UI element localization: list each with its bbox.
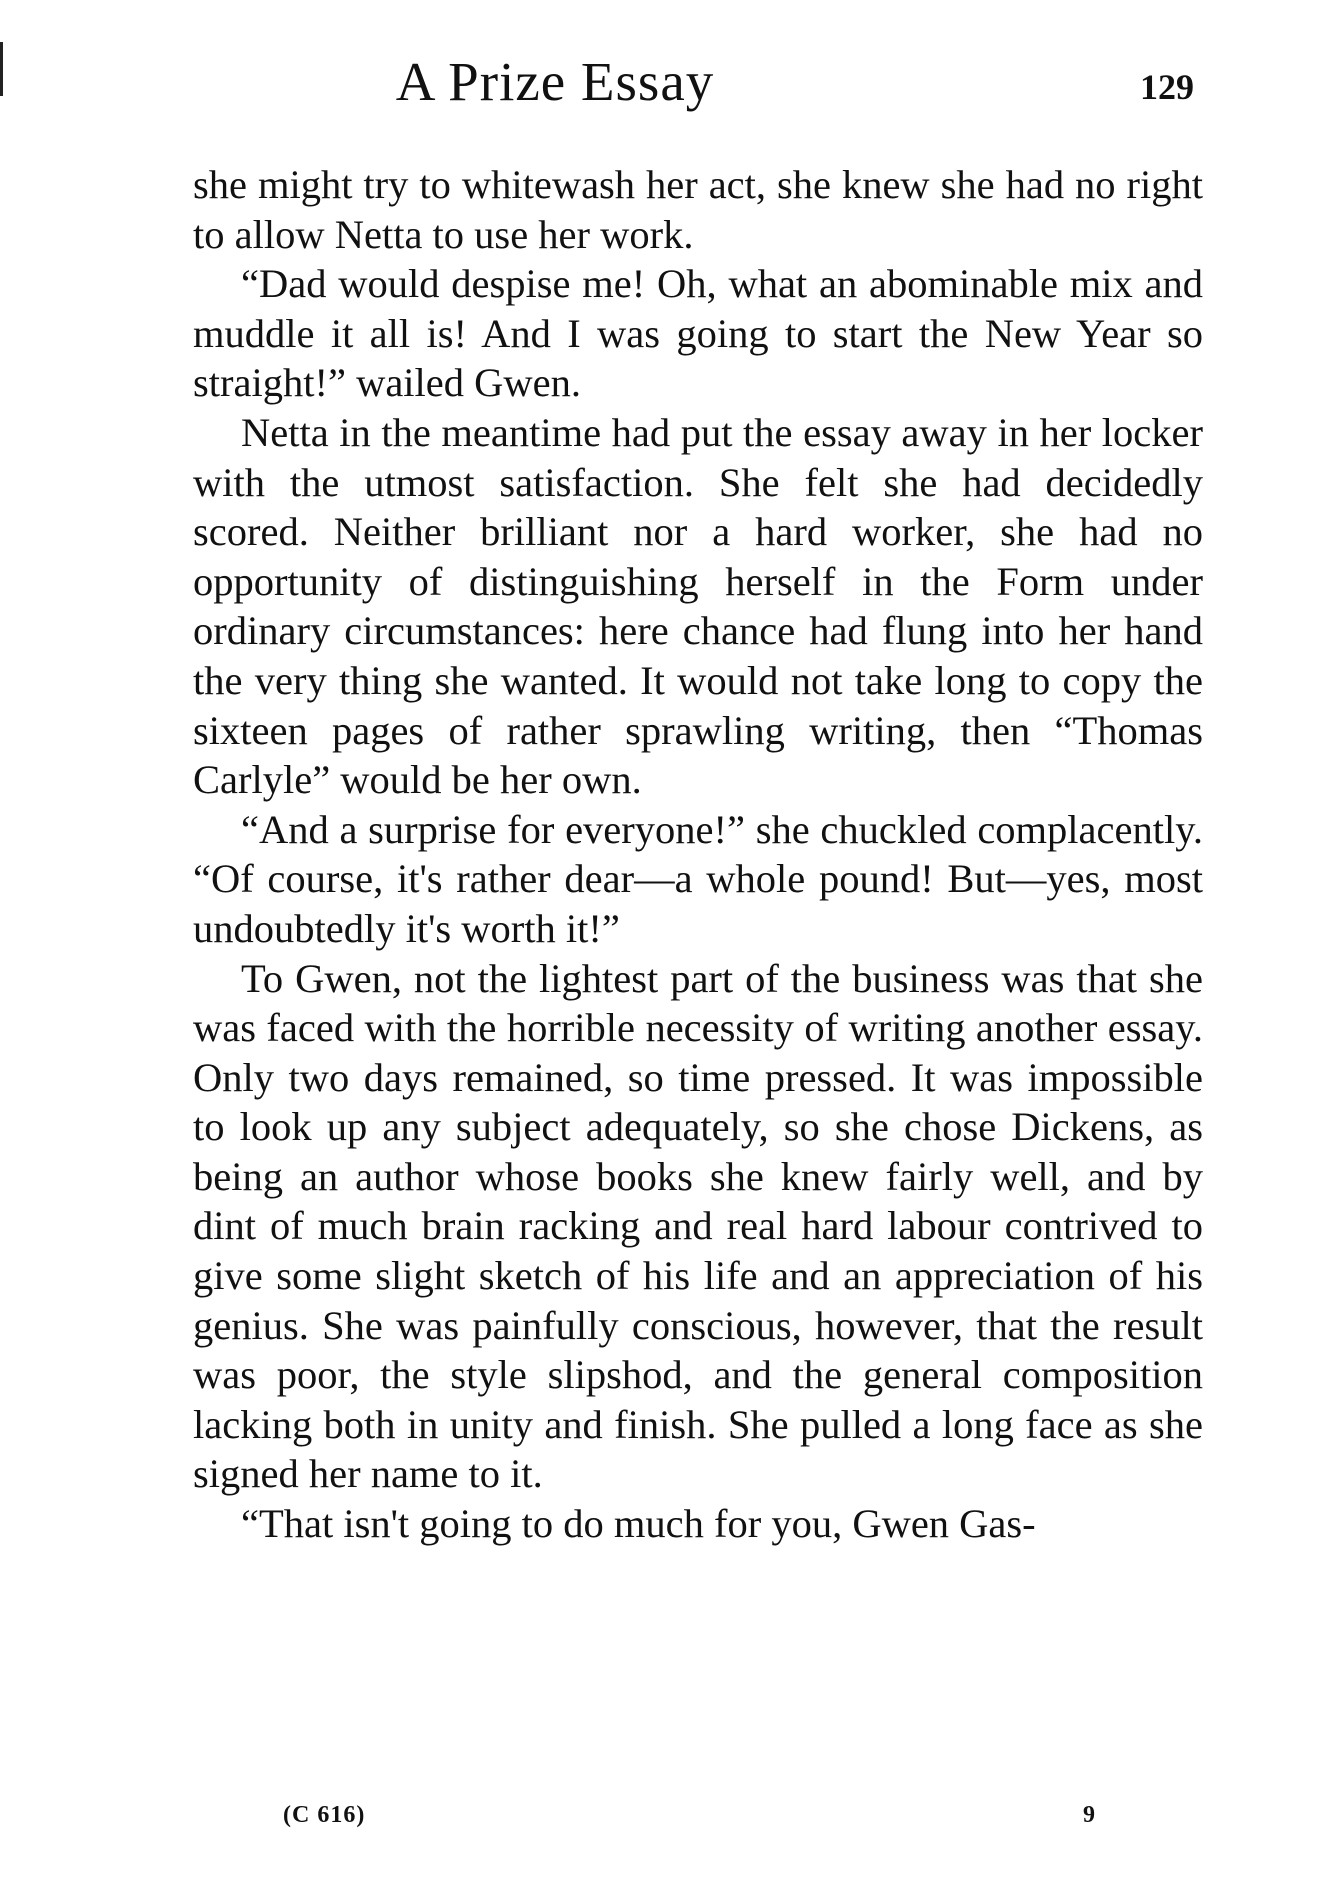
paragraph-final: “That isn't going to do much for you, Gwen Gas- <box>241 1501 1036 1547</box>
running-title: A Prize Essay <box>395 51 715 112</box>
printer-mark: (C 616) <box>283 1802 366 1828</box>
paragraph-netta-locker: Netta in the meantime had put the essay away in her locker with the utmost satisfaction. She felt she had decidedly scored. Neither brilliant nor a hard worker, she had no opportunity of distinguishing herself in the Form under ordinary circumstances: here chance had flung into her hand the very thing she wanted. It would not take long to copy the sixteen pages of rather sprawling writing, then “Thomas Carlyle” would be her own. <box>193 409 1203 803</box>
paragraph-dialogue-gwen: “Dad would despise me! Oh, what an abominable mix and muddle it all is! And I was going to start the New Year so straight!” wailed Gwen. <box>193 261 1203 406</box>
paragraph-continuation: she might try to whitewash her act, she knew she had no right to allow Netta to use her work. <box>193 162 1203 257</box>
paragraph-gwen-essay: To Gwen, not the lightest part of the business was that she was faced with the horrible necessity of writing another essay. Only two days remained, so time pressed. It was impossible to look up any subject adequately, so she chose Dickens, as being an author whose books she knew fairly well, and by dint of much brain racking and real hard labour contrived to give some slight sketch of his life and an appreciation of his genius. She was painfully conscious, however, that the result was poor, the style slipshod, and the general composition lacking both in unity and finish. She pulled a long face as she signed her name to it. <box>193 955 1203 1497</box>
paragraph-netta-chuckle: “And a surprise for everyone!” she chuckled complacently. “Of course, it's rather dear—a whole pound! But—yes, most undoubtedly it's worth it!” <box>193 806 1203 951</box>
body-text <box>193 160 1203 1549</box>
page-number: 129 <box>1140 67 1194 107</box>
signature-mark: 9 <box>1083 1802 1096 1828</box>
